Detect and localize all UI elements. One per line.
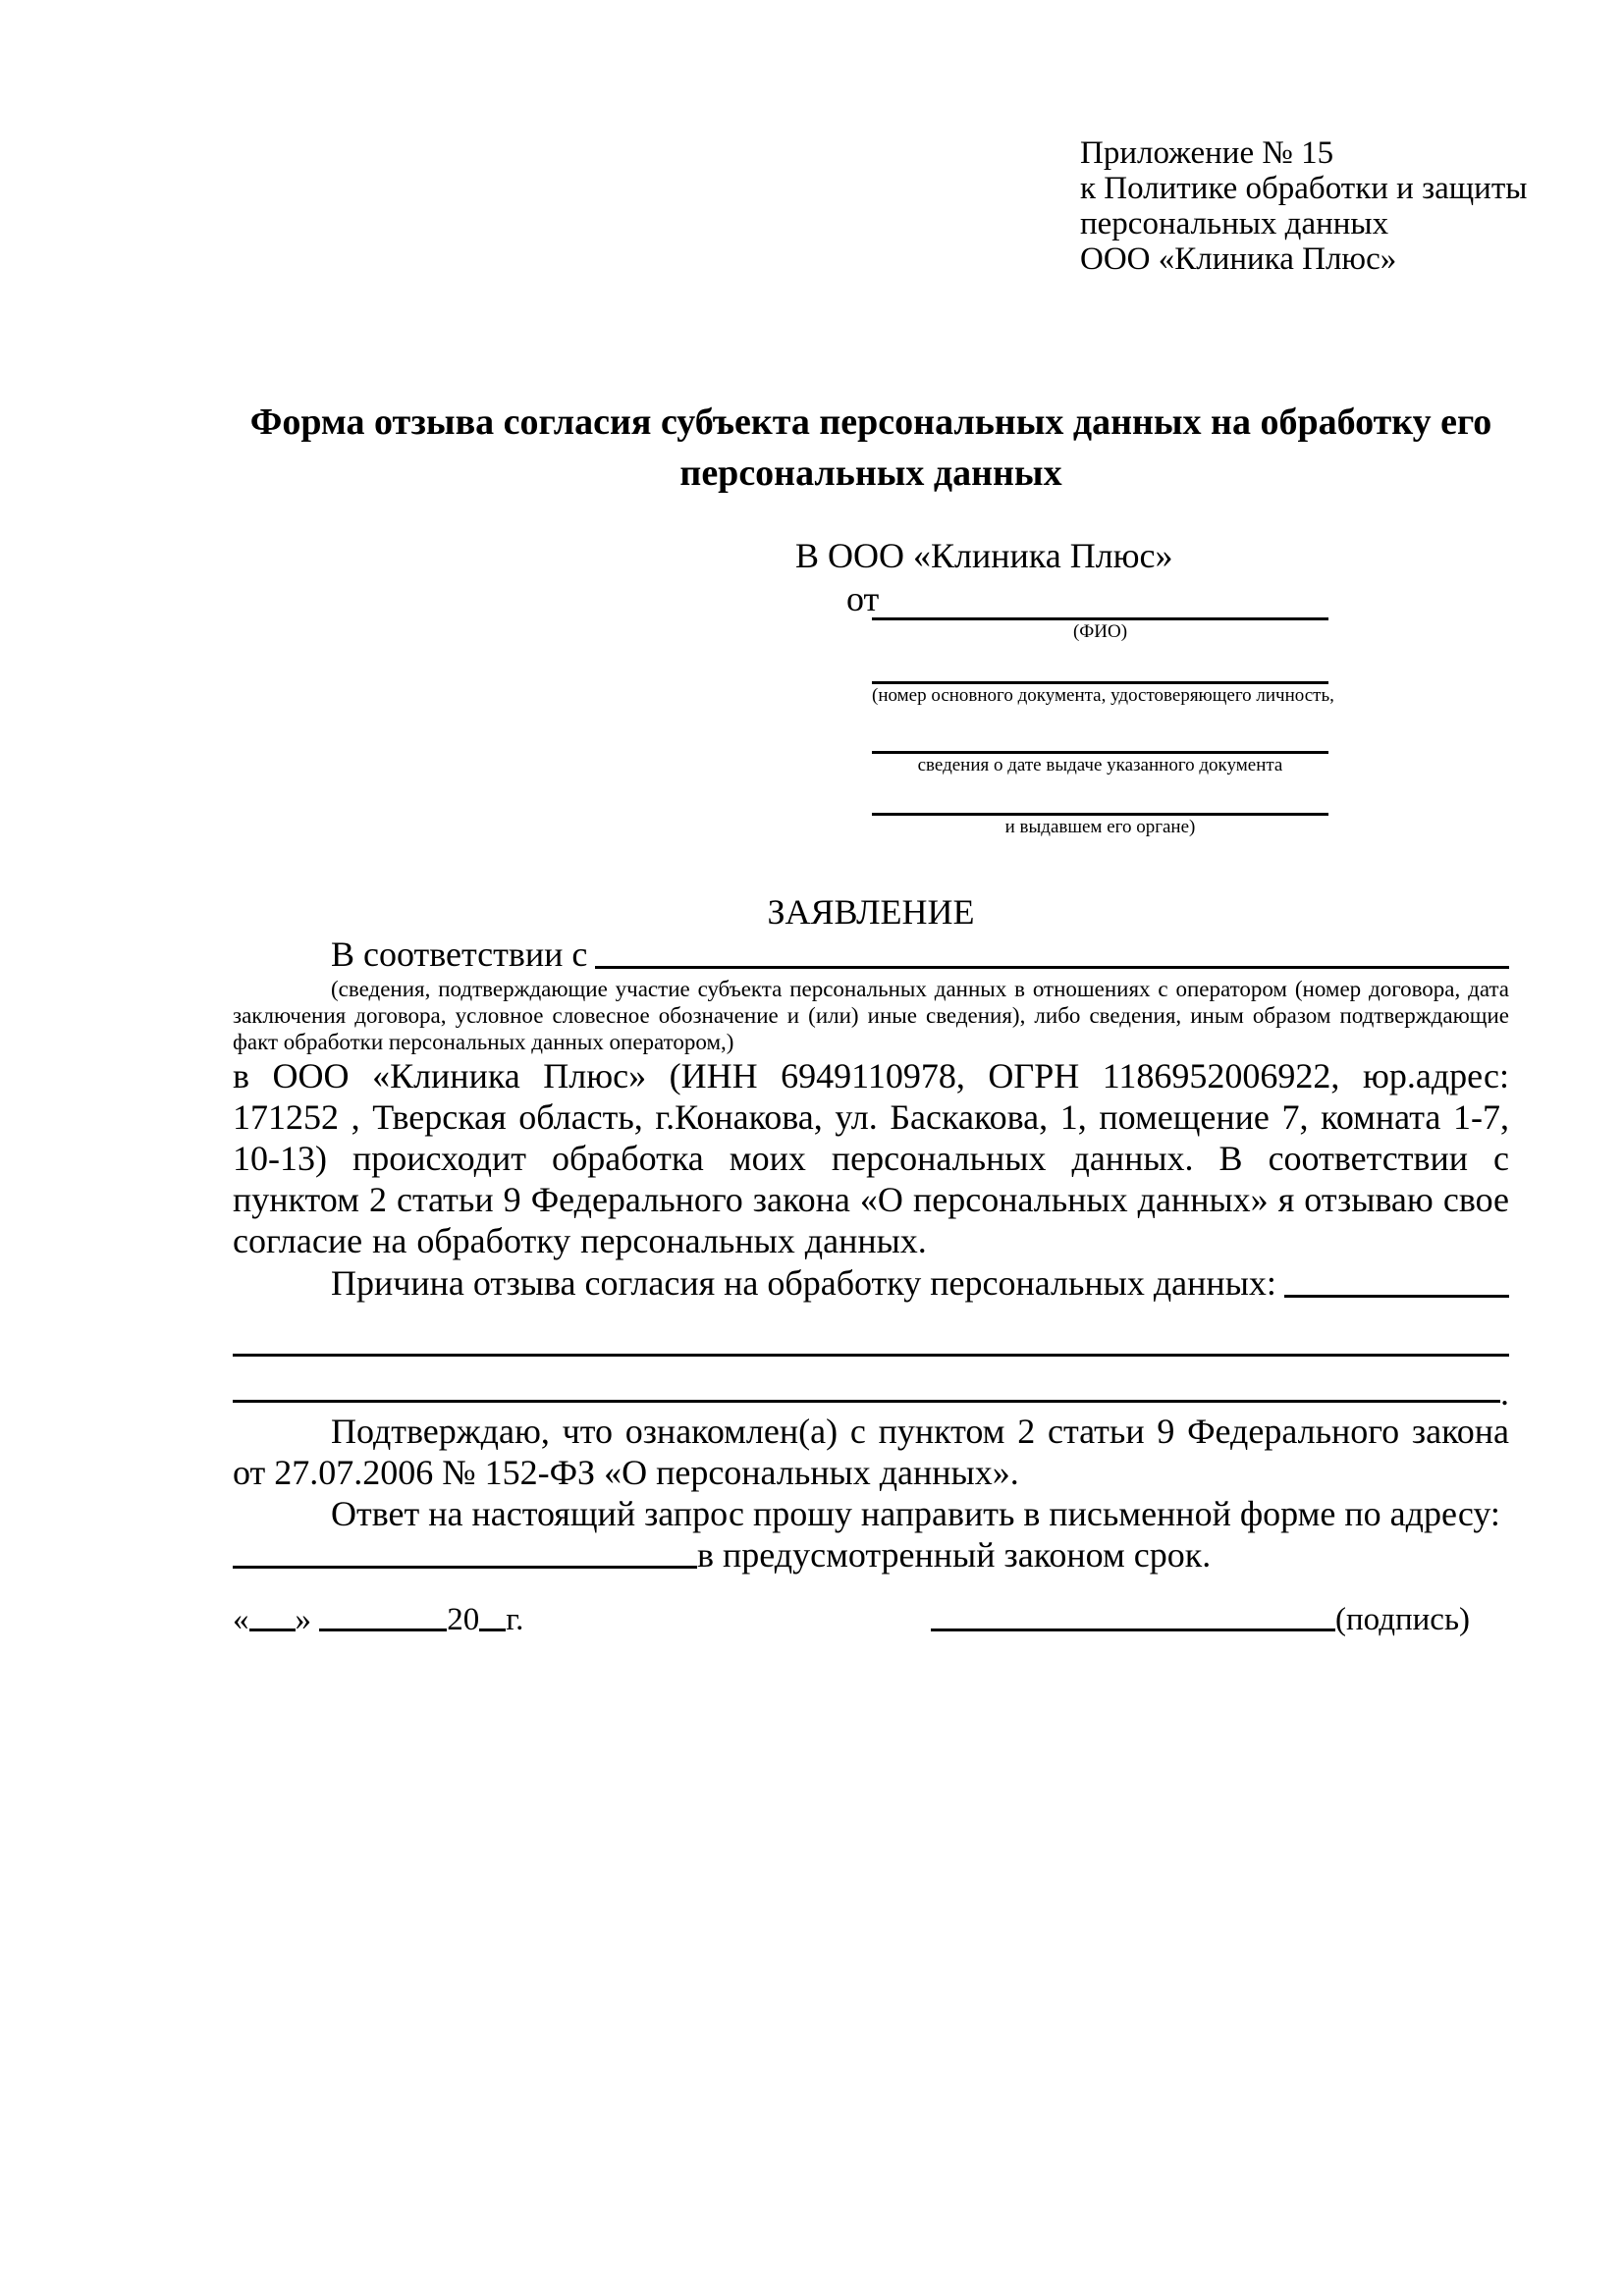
date-year-prefix: 20 [447,1602,480,1637]
doc-title: Форма отзыва согласия субъекта персональных данных на обработку его персональных данных [249,401,1492,494]
date-day-blank-line [249,1619,296,1631]
small-print-note: (сведения, подтверждающие участие субъекта персональных данных в отношениях с оператором (номер договора, дата заключения договора, условное словесное обозначение и (или) иные сведения), либо сведения, иным образом подтверждающие факт обработки персональных данных оператором,) [233,977,1509,1054]
reply-suffix: в предусмотренный законом срок. [697,1535,1212,1575]
signature-caption: (подпись) [1335,1602,1470,1637]
reply-address-blank-line [233,1534,697,1569]
signature-blank-line [931,1619,1335,1631]
reason-blank-line [1284,1261,1509,1298]
reply-address-line [233,1534,1509,1575]
date-open-quote: « [233,1602,249,1637]
confirm-paragraph: Подтверждаю, что ознакомлен(а) с пунктом 2 статьи 9 Федерального закона от 27.07.2006 № 152-ФЗ «О персональных данных». [233,1412,1509,1492]
appendix-line: Приложение № 15 [1080,135,1334,171]
date-year-suffix: г. [506,1602,524,1637]
recipient-block [795,534,1345,620]
blank-line-2 [233,1357,1509,1411]
date-field [233,1598,523,1641]
doc-number-field [872,681,1334,708]
date-close-quote: » [295,1602,311,1637]
recipient-fill-fields [872,617,1334,839]
blank-line-1 [233,1305,1509,1357]
doc-number-caption: (номер основного документа, удостоверяющего личность, [872,685,1334,706]
appendix-line: ООО «Клиника Плюс» [1080,241,1397,277]
issue-org-field [872,813,1328,839]
recipient-from-label: от [846,579,880,618]
blank-line-terminator: . [1500,1373,1509,1413]
statement-section [233,891,1509,1575]
fio-field [872,617,1328,644]
statement-heading: ЗАЯВЛЕНИЕ [767,892,975,932]
intro-line [233,933,1509,976]
issue-org-caption: и выдавшем его органе) [1004,817,1196,837]
appendix-line: персональных данных [1080,206,1389,241]
reason-line [233,1261,1509,1305]
reason-prefix: Причина отзыва согласия на обработку персональных данных: [331,1263,1276,1303]
intro-prefix: В соответствии с [331,934,588,974]
issue-date-caption: сведения о дате выдаче указанного документа [917,755,1283,775]
reply-paragraph: Ответ на настоящий запрос прошу направить в письменной форме по адресу: [331,1494,1500,1533]
recipient-to: В ООО «Клиника Плюс» [795,536,1173,575]
fio-caption: (ФИО) [1072,621,1128,642]
appendix-line: к Политике обработки и защиты [1080,171,1528,206]
signature-field [931,1598,1470,1641]
date-month-blank-line [319,1619,447,1631]
statement-body: в ООО «Клиника Плюс» (ИНН 6949110978, ОГРН 1186952006922, юр.адрес: 171252 , Тверская область, г.Конакова, ул. Баскакова, 1, помещение 7, комната 1-7, 10-13) происходит обработка моих персональных данных. В соответствии с пунктом 2 статьи 9 Федерального закона «О персональных данных» я отзываю свое согласие на обработку персональных данных. [233,1056,1509,1260]
footer-row [233,1598,1509,1641]
blank-line-2-rule [233,1400,1500,1403]
date-year-blank-line [479,1619,506,1631]
issue-date-field [872,751,1328,777]
appendix-block [1080,135,1527,277]
intro-blank-line [595,933,1509,969]
